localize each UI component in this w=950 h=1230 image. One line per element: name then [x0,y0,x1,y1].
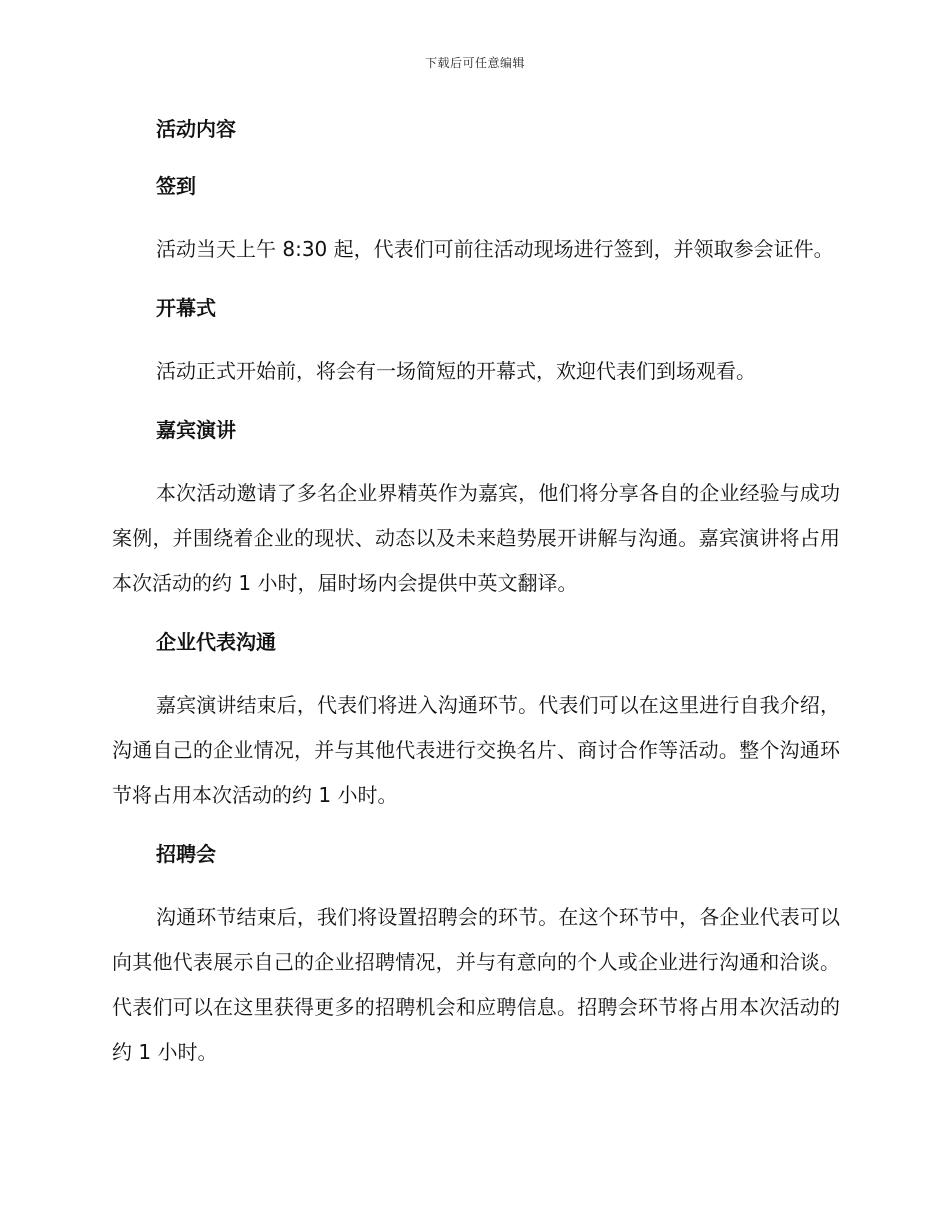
paragraph-checkin: 活动当天上午 8:30 起，代表们可前往活动现场进行签到，并领取参会证件。 [156,237,834,261]
section-title-activity-content: 活动内容 [156,117,236,141]
document-body [112,113,840,1075]
paragraph-opening: 活动正式开始前，将会有一场简短的开幕式，欢迎代表们到场观看。 [156,359,756,383]
heading-guest-speech: 嘉宾演讲 [156,418,236,442]
heading-opening: 开幕式 [156,296,216,320]
paragraph-guest-speech: 本次活动邀请了多名企业界精英作为嘉宾，他们将分享各自的企业经验与成功案例，并围绕着企业的现状、动态以及未来趋势展开讲解与沟通。嘉宾演讲将占用本次活动的约 1 小时，届时场内会提供中英文翻译。 [112,481,840,595]
header-note: 下载后可任意编辑 [424,56,525,70]
heading-checkin: 签到 [156,174,196,198]
paragraph-recruitment: 沟通环节结束后，我们将设置招聘会的环节。在这个环节中，各企业代表可以向其他代表展示自己的企业招聘情况，并与有意向的个人或企业进行沟通和洽谈。代表们可以在这里获得更多的招聘机会和应聘信息。招聘会环节将占用本次活动的约 1 小时。 [112,905,840,1064]
heading-recruitment: 招聘会 [156,842,216,866]
paragraph-networking: 嘉宾演讲结束后，代表们将进入沟通环节。代表们可以在这里进行自我介绍，沟通自己的企业情况，并与其他代表进行交换名片、商讨合作等活动。整个沟通环节将占用本次活动的约 1 小时。 [112,693,840,807]
heading-networking: 企业代表沟通 [156,630,276,654]
